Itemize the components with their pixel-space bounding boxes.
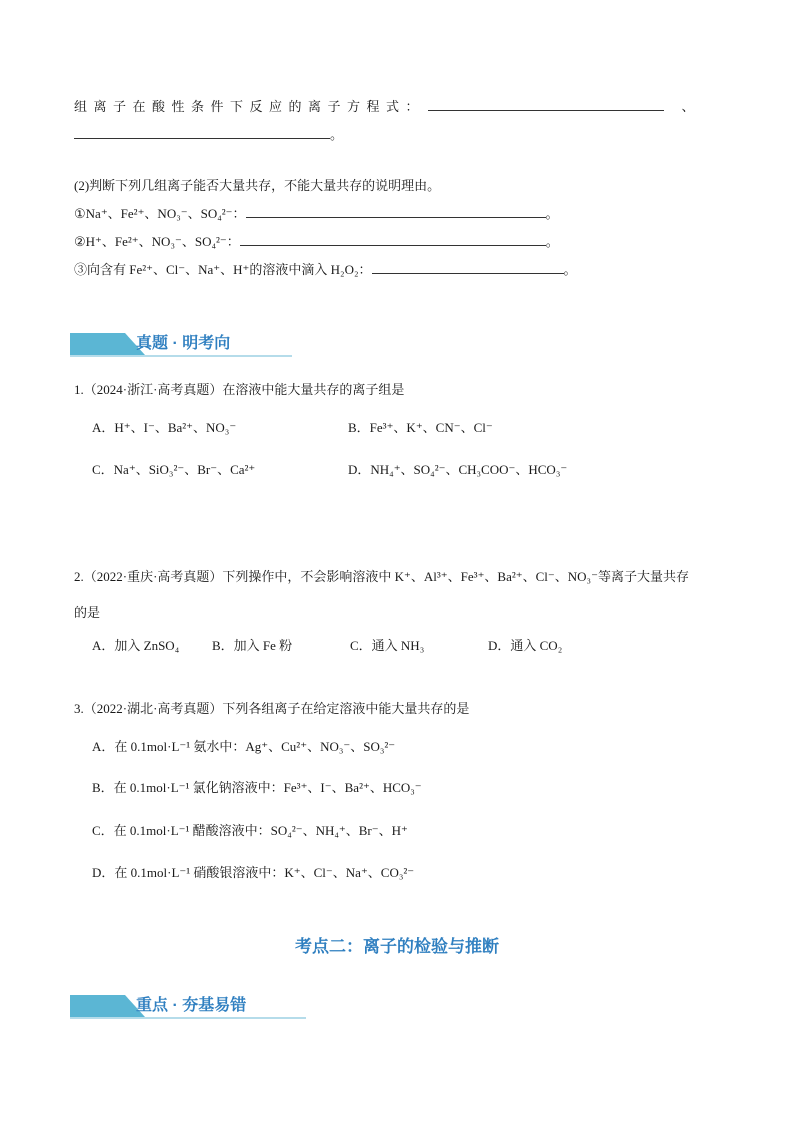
q3-option-c[interactable]: C．在 0.1mol·L⁻¹ 醋酸溶液中：SO₄²⁻、NH₄⁺、Br⁻、H⁺ [92,823,408,838]
header-underline [70,1017,306,1019]
answer-blank[interactable] [74,126,330,139]
header-bar-decoration [70,995,145,1017]
q2-option-b[interactable]: B．加入 Fe 粉 [212,638,293,653]
section-header-zhongdian [70,995,306,1017]
part2-intro: (2)判断下列几组离子能否大量共存，不能大量共存的说明理由。 [74,178,441,193]
part2-item-3 [74,259,577,278]
q1-option-b[interactable]: B．Fe³⁺、K⁺、CN⁻、Cl⁻ [348,420,493,435]
answer-blank[interactable] [428,98,664,111]
q3-stem: 3.（2022·湖北·高考真题）下列各组离子在给定溶液中能大量共存的是 [74,701,470,716]
answer-blank[interactable] [246,205,546,218]
q2-option-a[interactable]: A．加入 ZnSO₄ [92,638,180,653]
continued-line-1 [74,96,695,115]
item-text: ①Na⁺、Fe²⁺、NO₃⁻、SO₄²⁻： [74,206,246,221]
q1-option-d[interactable]: D．NH₄⁺、SO₄²⁻、CH₃COO⁻、HCO₃⁻ [348,462,568,477]
section-title: 真题 · 明考向 [136,335,231,352]
period: 。 [545,206,559,221]
part2-item-1 [74,203,559,222]
period: 。 [563,262,577,277]
answer-blank[interactable] [372,261,564,274]
q3-option-b[interactable]: B．在 0.1mol·L⁻¹ 氯化钠溶液中：Fe³⁺、I⁻、Ba²⁺、HCO₃⁻ [92,780,422,795]
item-text: ②H⁺、Fe²⁺、NO₃⁻、SO₄²⁻： [74,234,240,249]
q1-option-c[interactable]: C．Na⁺、SiO₃²⁻、Br⁻、Ca²⁺ [92,462,256,477]
header-underline [70,355,292,357]
q2-option-d[interactable]: D．通入 CO₂ [488,638,563,653]
q2-stem-line-2: 的是 [74,605,101,620]
continued-line-2 [74,124,343,143]
q1-option-a[interactable]: A．H⁺、I⁻、Ba²⁺、NO₃⁻ [92,420,237,435]
section-title: 重点 · 夯基易错 [136,997,247,1014]
item-text: ③向含有 Fe²⁺、Cl⁻、Na⁺、H⁺的溶液中滴入 H₂O₂： [74,262,372,277]
continued-prefix: 组离子在酸性条件下反应的离子方程式： [74,99,426,114]
period: 。 [545,234,559,249]
answer-blank[interactable] [240,233,546,246]
header-bar-decoration [70,333,145,355]
q2-stem-line-1: 2.（2022·重庆·高考真题）下列操作中，不会影响溶液中 K⁺、Al³⁺、Fe³⁺、Ba²⁺、Cl⁻、NO₃⁻等离子大量共存 [74,569,689,584]
period: 。 [330,127,344,142]
separator: 、 [681,99,695,114]
q3-option-a[interactable]: A．在 0.1mol·L⁻¹ 氨水中：Ag⁺、Cu²⁺、NO₃⁻、SO₃²⁻ [92,739,396,754]
kaodian-title: 考点二：离子的检验与推断 [295,937,499,956]
part2-item-2 [74,231,559,250]
section-header-zhenti [70,333,292,355]
q2-option-c[interactable]: C．通入 NH₃ [350,638,425,653]
q3-option-d[interactable]: D．在 0.1mol·L⁻¹ 硝酸银溶液中：K⁺、Cl⁻、Na⁺、CO₃²⁻ [92,865,415,880]
q1-stem: 1.（2024·浙江·高考真题）在溶液中能大量共存的离子组是 [74,382,405,397]
